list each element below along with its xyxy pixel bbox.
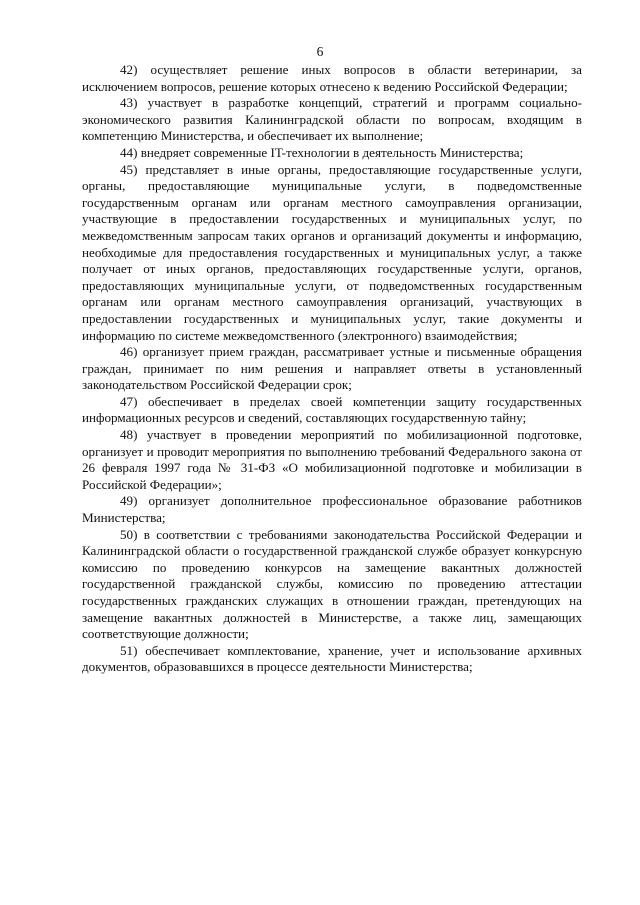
paragraph-45: 45) представляет в иные органы, предоставляющие государственные услуги, органы, предоставляющие муниципальные услуги, в подведомственные государственным органам или органам местного самоуправления организации, участвующие в предоставлении государственных и муниципальных услуг, по межведомственным запросам таких органов и организаций документы и информацию, необходимые для предоставления государственных и муниципальных услуг, а также получает от иных органов, предоставляющих государственные услуги, органов, предоставляющих муниципальные услуги, от подведомственных государственным органам или органам местного самоуправления организаций, участвующих в предоставлении государственных и муниципальных услуг, такие документы и информацию по системе межведомственного (электронного) взаимодействия; [82,161,582,343]
paragraph-50: 50) в соответствии с требованиями законодательства Российской Федерации и Калининградской области о государственной гражданской службе образует конкурсную комиссию по проведению конкурсов на замещение вакантных должностей государственной гражданской службы, комиссию по проведению аттестации государственных гражданских служащих в отношении граждан, претендующих на замещение вакантных должностей в Министерстве, а также лиц, замещающих соответствующие должности; [82,526,582,642]
page-number: 6 [316,44,324,59]
paragraph-49: 49) организует дополнительное профессиональное образование работников Министерства; [82,493,582,526]
paragraph-43: 43) участвует в разработке концепций, стратегий и программ социально-экономического развития Калининградской области по вопросам, входящим в компетенцию Министерства, и обеспечивает их выполнение; [82,95,582,144]
paragraph-48: 48) участвует в проведении мероприятий по мобилизационной подготовке, организует и проводит мероприятия по выполнению требований Федерального закона от 26 февраля 1997 года № 31-ФЗ «О мобилизационной подготовке и мобилизации в Российской Федерации»; [82,427,582,492]
paragraph-51: 51) обеспечивает комплектование, хранение, учет и использование архивных документов, образовавшихся в процессе деятельности Министерства; [82,642,582,675]
paragraph-44: 44) внедряет современные IT-технологии в деятельность Министерства; [120,144,524,160]
paragraph-46: 46) организует прием граждан, рассматривает устные и письменные обращения граждан, принимает по ним решения и направляет ответы в установленный законодательством Российской Федерации срок; [82,344,582,393]
document-body [82,62,582,676]
paragraph-47: 47) обеспечивает в пределах своей компетенции защиту государственных информационных ресурсов и сведений, составляющих государственную тайну; [82,393,582,426]
paragraph-42: 42) осуществляет решение иных вопросов в области ветеринарии, за исключением вопросов, решение которых отнесено к ведению Российской Федерации; [82,62,582,94]
